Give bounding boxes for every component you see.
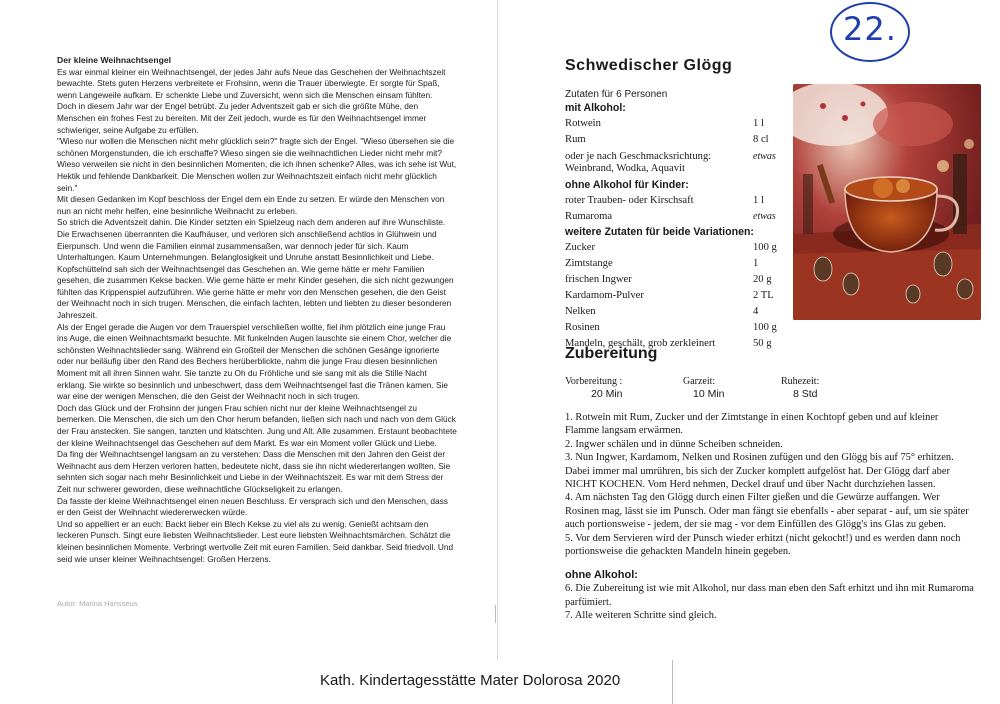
- story-paragraph: Es war einmal kleiner ein Weihnachtsengel, der jedes Jahr aufs Neue das Geschehen der Weihnachtszeit bewachte. Stets guten Herzens verbreitete er Frohsinn, wenn die Trauer überwiegte. Er sorgte für Spaß, wenn Langeweile aufkam. Er schenkte Liebe und Zuversicht, wenn sich die Menschen einsam fühlten.: [57, 66, 446, 100]
- recipe-title: Schwedischer Glögg: [565, 57, 733, 74]
- story-title: Der kleine Weihnachtsengel: [57, 55, 171, 65]
- ingredient-name: Zimtstange: [565, 258, 613, 269]
- ingredient-name: Rotwein: [565, 118, 601, 129]
- ingredient-name: Rosinen: [565, 322, 600, 333]
- page-fold: [497, 0, 498, 660]
- time-value: 20 Min: [591, 388, 623, 400]
- ingredient-row: [565, 209, 780, 225]
- step: 2. Ingwer schälen und in dünne Scheiben schneiden.: [565, 438, 783, 450]
- scan-artifact: [495, 605, 496, 623]
- footer-caption: Kath. Kindertagesstätte Mater Dolorosa 2020: [320, 672, 621, 689]
- time-value: 10 Min: [693, 388, 725, 400]
- ingredient-amount: 100 g: [753, 322, 777, 333]
- ingredient-name: Rumaroma: [565, 211, 613, 222]
- ingredient-amount: etwas: [753, 151, 776, 162]
- page-number-badge: [830, 2, 910, 62]
- story-paragraph: Da fasste der kleine Weihnachtsengel einen neuen Beschluss. Er versprach sich und den Menschen, dass er den Geist der Weihnacht wiedererwecken würde.: [57, 495, 448, 518]
- ingredient-row: [565, 148, 780, 178]
- ingredient-amount: 1: [753, 258, 759, 269]
- ingredient-amount: 8 cl: [753, 134, 769, 145]
- ingredient-row: [565, 193, 780, 209]
- ingredient-name: Zucker: [565, 242, 595, 253]
- ingredient-name: Nelken: [565, 306, 596, 317]
- ingredient-row: [565, 116, 780, 132]
- ingredient-name: frischen Ingwer: [565, 274, 632, 285]
- preparation-title: Zubereitung: [565, 345, 658, 362]
- step: 6. Die Zubereitung ist wie mit Alkohol, nur dass man eben den Saft erhitzt und ihn mit Rumaroma parfümiert.: [565, 583, 974, 608]
- story-paragraph: Doch das Glück und der Frohsinn der jungen Frau schien nicht nur der kleine Weihnachtsengel zu bemerken. Die Menschen, die sich um den Chor herum befanden, ließen sich nach und nach von dem Glück der Frau anstecken. Sie sangen, tanzten und klatschten. Jung und Alt. Alle zusammen. Erstaunt beobachtete der kleine Weihnachtsengel das Geschehen auf dem Markt. Es war ein Moment voller Glück und Liebe.: [57, 402, 457, 448]
- story-paragraph: Und so appelliert er an euch: Backt lieber ein Blech Kekse zu viel als zu wenig. Genießt achtsam den leckeren Punsch. Singt eure liebsten Weihnachtslieder. Lest eure liebsten Weihnachtsmärchen. Schätzt die kleinen besinnlichen Momente. Verbringt wertvolle Zeit mit euren Familien. Seid dankbar. Seid friedvoll. Und seid wie unser kleiner Weihnachtsengel: Großen Herzens.: [57, 518, 454, 564]
- story: [57, 55, 457, 565]
- ingredient-amount: 1 l: [753, 195, 764, 206]
- time-cook: [683, 376, 783, 400]
- ingredient-amount: etwas: [753, 211, 776, 222]
- story-paragraph: Als der Engel gerade die Augen vor dem Trauerspiel verschließen wollte, fiel ihm plötzlich eine junge Frau ins Auge, die einen Weihnachtsmarkt besuchte. Mit funkelnden Augen lauschte sie einem Chor, welcher die schönsten Weihnachtslieder sang. Während ein Großteil der Menschen die schönen Gesänge ignorierte oder nur beiläufig über den Rand des Bechers herüberblickte, nahm die junge Frau diesen besinnlichen Moment mit all ihren Sinnen wahr. Sie tanzte zu Oh du Fröhliche und sie sang mit als die Stille Nacht erklang. Sie wirkte so besinnlich und unbeschwert, dass dem Weihnachtsengel fast die Tränen kamen. Sie war eine der wenigen Menschen, die den Geist der Weihnacht noch in sich trugen.: [57, 321, 452, 402]
- gloegg-photo-illustration: [793, 84, 981, 320]
- step: 7. Alle weiteren Schritte sind gleich.: [565, 610, 717, 622]
- non-alcoholic-title: ohne Alkohol:: [565, 569, 638, 582]
- step: 3. Nun Ingwer, Kardamom, Nelken und Rosinen zufügen und den Glögg bis auf 75° erhitzen. Dabei immer mal umrühren, bis sich der Zucker komplett aufgelöst hat. Der Glögg darf aber NICHT KOCHEN. Vom Herd nehmen, Deckel drauf und über Nacht durchziehen lassen.: [565, 452, 954, 491]
- story-paragraph: So strich die Adventszeit dahin. Die Kinder setzten ein Spielzeug nach dem anderen auf ihre Wunschliste. Die Erwachsenen überrannten die Kaufhäuser, und verloren sich anschließend achtlos in Glühwein und Eierpunsch. Und wenn die Familien einmal zusammensaßen, war dennoch jeder für sich. Kaum Unterhaltungen. Kaum Unternehmungen. Belanglosigkeit und Unruhe anstatt Besinnlichkeit und Liebe.: [57, 217, 446, 263]
- time-rest: [781, 376, 881, 400]
- page-number: 22.: [843, 10, 897, 48]
- ingredients-list: [565, 88, 780, 352]
- time-prep: [565, 376, 665, 400]
- ingredient-amount: 4: [753, 306, 759, 317]
- story-paragraph: "Wieso nur wollen die Menschen nicht mehr glücklich sein?" fragte sich der Engel. "Wieso übersehen sie die schönen Morgenstunden, die ich erschaffe? Wieso singen sie die weihnachtlichen Lieder nicht mehr mit? Wieso verweilen sie nicht in den besinnlichen Momenten, die ich ihnen schenke? Alles, was ich sehe ist Wut, Hektik und fehlende Dankbarkeit. Die Menschen wollen zur Weihnachtszeit einfach nicht mehr glücklich sein.": [57, 136, 457, 193]
- group-heading: ohne Alkohol für Kinder:: [565, 179, 689, 191]
- story-paragraph: Kopfschüttelnd sah sich der Weihnachtsengel das Geschehen an. Wie gerne hätte er mehr Familien gesehen, die zusammen Kekse backen. Wie gerne hätte er mehr Kinder gesehen, die sich nicht gezwungen fühlten das Krippenspiel aufzuführen. Wie gerne hätte er mehr von den Menschen gesehen, die den Geist der Weihnacht noch in sich trugen. Menschen, die einfach lachten, lebten und liebten zu dieser besonderen Jahreszeit.: [57, 263, 454, 321]
- ingredient-name-alt: Weinbrand, Wodka, Aquavit: [565, 163, 685, 174]
- ingredient-amount: 20 g: [753, 274, 772, 285]
- servings-intro: Zutaten für 6 Personen: [565, 89, 668, 100]
- ingredient-name: oder je nach Geschmacksrichtung:: [565, 151, 712, 162]
- scan-artifact: [672, 660, 673, 704]
- story-paragraph: Da fing der Weihnachtsengel langsam an zu verstehen: Dass die Menschen mit den Jahren den Geist der Weihnacht aus dem Herzen verloren hatten, bedeutete nicht, dass sie ihn nicht wiedererlangen wollten. Sie sehnten sich sogar nach mehr Besinnlichkeit und Liebe in der Weihnachtszeit. Es war mit dem Stress der Zeit nur schwerer geworden, diese weihnachtliche Glückseligkeit zu erlangen.: [57, 449, 451, 494]
- ingredient-amount: 50 g: [753, 338, 772, 349]
- ingredient-name: Kardamom-Pulver: [565, 290, 644, 301]
- ingredient-row: [565, 288, 780, 304]
- time-label: Garzeit:: [683, 376, 716, 387]
- step: 4. Am nächsten Tag den Glögg durch einen Filter gießen und die Gewürze auffangen. Wer Rosinen mag, lässt sie im Punsch. Oder man fängt sie ebenfalls - aber separat - auf, um sie später auch portionsweise - jedem, der sie mag - vor dem Einfüllen des Glögg's ins Glas zu geben.: [565, 492, 969, 531]
- ingredient-row: [565, 132, 780, 148]
- ingredient-row: [565, 240, 780, 256]
- time-label: Vorbereitung :: [565, 376, 623, 387]
- story-author: Autor: Marina Hansseus: [57, 599, 138, 608]
- ingredient-row: [565, 320, 780, 336]
- time-value: 8 Std: [793, 388, 818, 400]
- group-heading: weitere Zutaten für beide Variationen:: [565, 226, 754, 238]
- ingredient-amount: 100 g: [753, 242, 777, 253]
- step: 5. Vor dem Servieren wird der Punsch wieder erhitzt (nicht gekocht!) und es werden dann noch portionsweise die gehackten Mandeln hinein gegeben.: [565, 532, 961, 558]
- story-paragraph: Mit diesen Gedanken im Kopf beschloss der Engel dem ein Ende zu setzen. Er würde den Menschen von nun an nicht mehr helfen, eine besinnliche Weihnacht zu erleben.: [57, 194, 445, 216]
- time-label: Ruhezeit:: [781, 376, 820, 387]
- ingredient-row: [565, 272, 780, 288]
- group-heading: mit Alkohol:: [565, 102, 626, 114]
- ingredient-name: roter Trauben- oder Kirschsaft: [565, 195, 694, 206]
- preparation-steps: [565, 411, 975, 623]
- ingredient-row: [565, 304, 780, 320]
- ingredient-row: [565, 256, 780, 272]
- story-paragraph: Doch in diesem Jahr war der Engel betrübt. Zu jeder Adventszeit gab er sich die größte Mühe, den Menschen ein frohes Fest zu bereiten. Mit der Zeit jedoch, wurde es für den Weihnachtsengel immer schwieriger, seine Aufgabe zu erfüllen.: [57, 101, 427, 135]
- gloegg-photo: [793, 84, 981, 320]
- ingredient-name: Mandeln, geschält, grob zerkleinert: [565, 338, 716, 349]
- ingredient-amount: 2 TL: [753, 290, 774, 301]
- step: 1. Rotwein mit Rum, Zucker und der Zimtstange in einen Kochtopf geben und auf kleiner Flamme langsam erwärmen.: [565, 412, 939, 437]
- ingredient-name: Rum: [565, 134, 586, 145]
- ingredient-amount: 1 l: [753, 118, 764, 129]
